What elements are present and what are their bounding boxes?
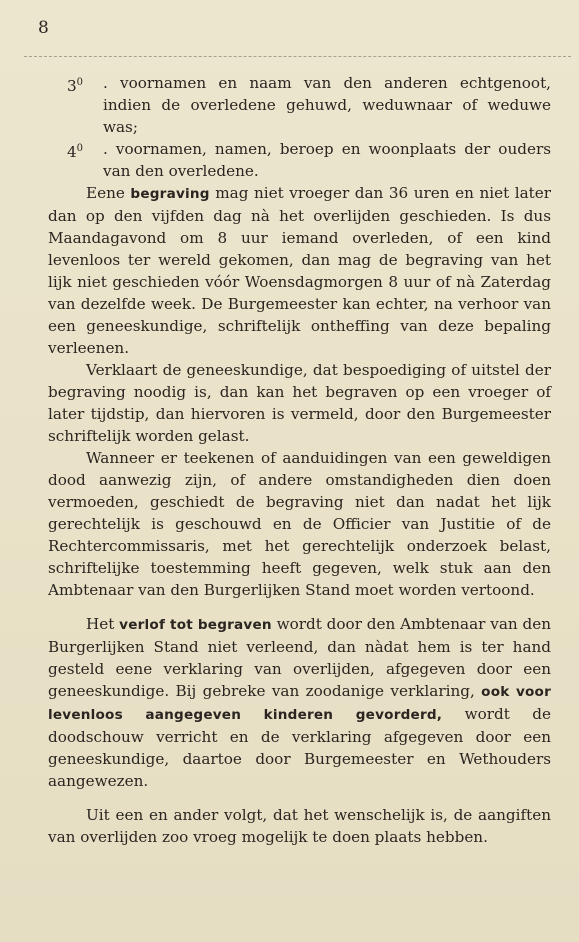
list-item-number: $4^0$	[67, 143, 84, 162]
list-item-text: . voornamen en naam van den anderen echtgenoot, indien de overledene gehuwd, weduwnaar of weduwe was;	[103, 74, 551, 136]
list-item-text: . voornamen, namen, beroep en woonplaats der ouders van den overledene.	[103, 140, 551, 180]
bold-term: verlof tot begraven	[119, 617, 272, 633]
paragraph-burial: Eene begraving mag niet vroeger dan 36 uren en niet later dan op den vijfden dag nà het overlijden geschieden. Is dus Maandagavond om 8 uur iemand overleden, of een kind levenloos ter wereld gekomen, dan mag de begraving van het lijk niet geschieden vóór Woensdagmorgen 8 uur of nà Zaterdag van dezelfde week. De Burgemeester kan echter, na verhoor van een geneeskundige, schriftelijk ontheffing van deze bepaling verleenen.	[48, 184, 551, 357]
list-item	[48, 72, 551, 138]
list-item	[48, 138, 551, 182]
paragraph-permit: Het verlof tot begraven wordt door den Ambtenaar van den Burgerlijken Stand niet verleend, dan nàdat hem is ter hand gesteld eene verklaring van overlijden, afgegeven door een geneeskundige. Bij gebreke van zoodanige verklaring, ook voor levenloos aangegeven kinderen gevorderd, wordt de doodschouw verricht en de verklaring afgegeven door een geneeskundige, daartoe door Burgemeester en Wethouders aangewezen.	[48, 615, 552, 790]
paragraph-conclusion: Uit een en ander volgt, dat het wenschelijk is, de aangiften van overlijden zoo vroeg mogelijk te doen plaats hebben.	[48, 806, 551, 846]
page-number: 8	[38, 18, 50, 38]
header-divider	[24, 56, 571, 57]
page-body	[48, 72, 551, 848]
paragraph-violent-death: Wanneer er teekenen of aanduidingen van een geweldigen dood aanwezig zijn, of andere omstandigheden dien doen vermoeden, geschiedt de begraving niet dan nadat het lijk gerechtelijk is geschouwd en de Officier van Justitie of de Rechtercommissaris, met het gerechtelijk onderzoek belast, schriftelijke toestemming heeft gegeven, welk stuk aan den Ambtenaar van den Burgerlijken Stand moet worden vertoond.	[48, 449, 551, 599]
list-item-number: $3^0$	[67, 77, 84, 96]
bold-term: begraving	[130, 186, 210, 202]
paragraph-delay: Verklaart de geneeskundige, dat bespoediging of uitstel der begraving noodig is, dan kan het begraven op een vroeger of later tijdstip, dan hiervoren is vermeld, door den Burgemeester schriftelijk worden gelast.	[48, 361, 551, 445]
bold-term: ook voor levenloos aangegeven kinderen gevorderd,	[48, 684, 552, 723]
